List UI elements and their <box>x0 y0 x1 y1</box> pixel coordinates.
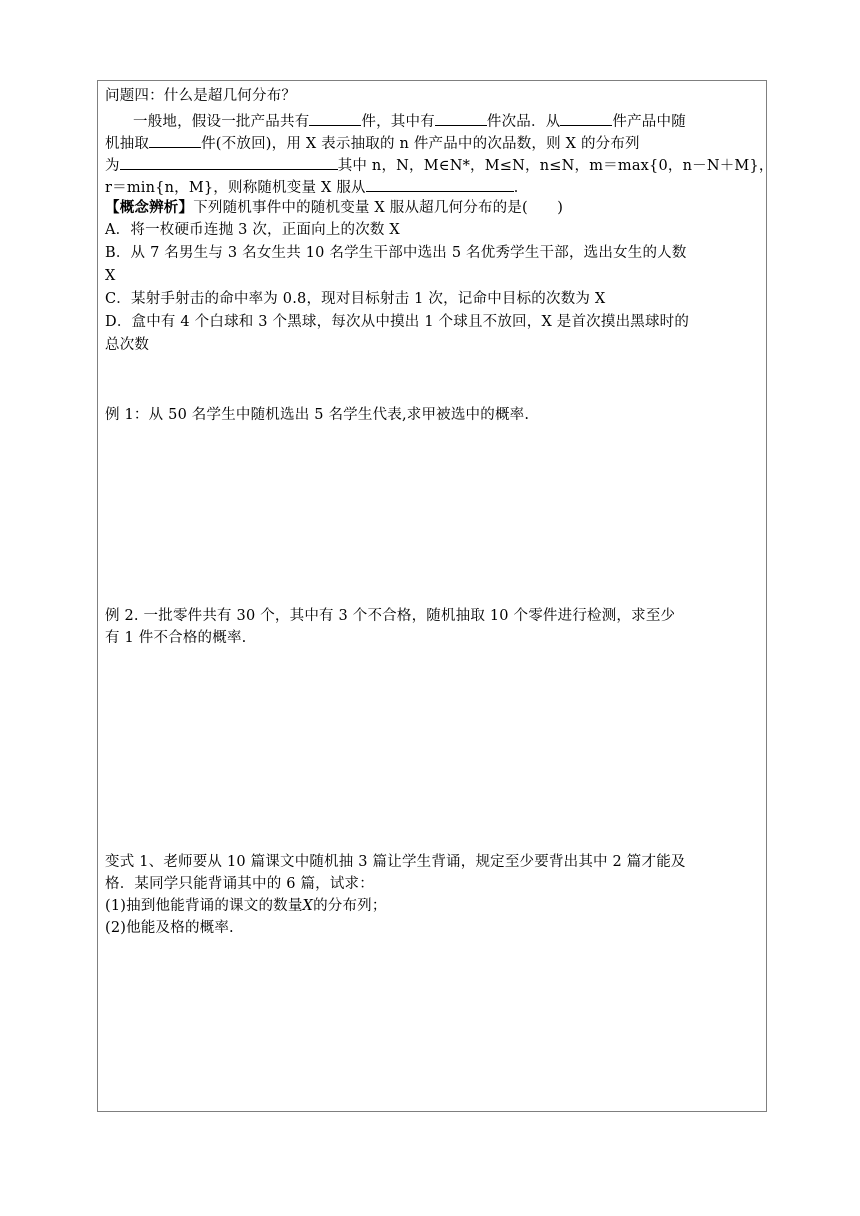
option-a: A．将一枚硬币连抛 3 次，正面向上的次数 X <box>105 222 400 238</box>
variant-1-part-1: (1)抽到他能背诵的课文的数量X的分布列； <box>105 898 387 914</box>
example-2: 例 2. 一批零件共有 30 个，其中有 3 个不合格，随机抽取 10 个零件进行检测，求至少 <box>105 608 676 624</box>
blank-draw <box>149 132 201 148</box>
variant-1: 变式 1、老师要从 10 篇课文中随机抽 3 篇让学生背诵，规定至少要背出其中 2 篇才能及 <box>105 854 686 870</box>
option-b-continued: X <box>105 268 116 284</box>
example-1: 例 1：从 50 名学生中随机选出 5 名学生代表,求甲被选中的概率. <box>105 407 530 423</box>
blank-distribution-name <box>366 176 514 192</box>
definition-line-3: 为 其中 n，N，M∈N*，M≤N，n≤N，m＝max{0，n－N＋M}， <box>105 154 774 176</box>
question-four-title: 问题四：什么是超几何分布？ <box>105 88 297 104</box>
blank-defective <box>435 110 487 126</box>
blank-total <box>309 110 361 126</box>
blank-distribution <box>120 154 338 170</box>
variant-1-part-2: (2)他能及格的概率. <box>105 920 234 936</box>
option-d: D．盒中有 4 个白球和 3 个黑球，每次从中摸出 1 个球且不放回，X 是首次摸出黑球时的 <box>105 314 690 330</box>
concept-question: 【概念辨析】下列随机事件中的随机变量 X 服从超几何分布的是( ) <box>105 199 564 216</box>
definition-line-1: 一般地，假设一批产品共有 件，其中有 件次品．从 件产品中随 <box>133 110 686 132</box>
variant-1-continued: 格．某同学只能背诵其中的 6 篇，试求： <box>105 876 374 892</box>
example-2-continued: 有 1 件不合格的概率. <box>105 630 247 646</box>
option-d-continued: 总次数 <box>105 337 150 353</box>
option-c: C．某射手射击的命中率为 0.8，现对目标射击 1 次，记命中目标的次数为 X <box>105 291 606 307</box>
definition-line-2: 机抽取 件(不放回)，用 X 表示抽取的 n 件产品中的次品数，则 X 的分布列 <box>105 132 640 154</box>
option-b: B．从 7 名男生与 3 名女生共 10 名学生干部中选出 5 名优秀学生干部，选出女生的人数 <box>105 245 687 261</box>
blank-from <box>560 110 612 126</box>
definition-line-4: r＝min{n，M}，则称随机变量 X 服从 ． <box>105 176 528 198</box>
